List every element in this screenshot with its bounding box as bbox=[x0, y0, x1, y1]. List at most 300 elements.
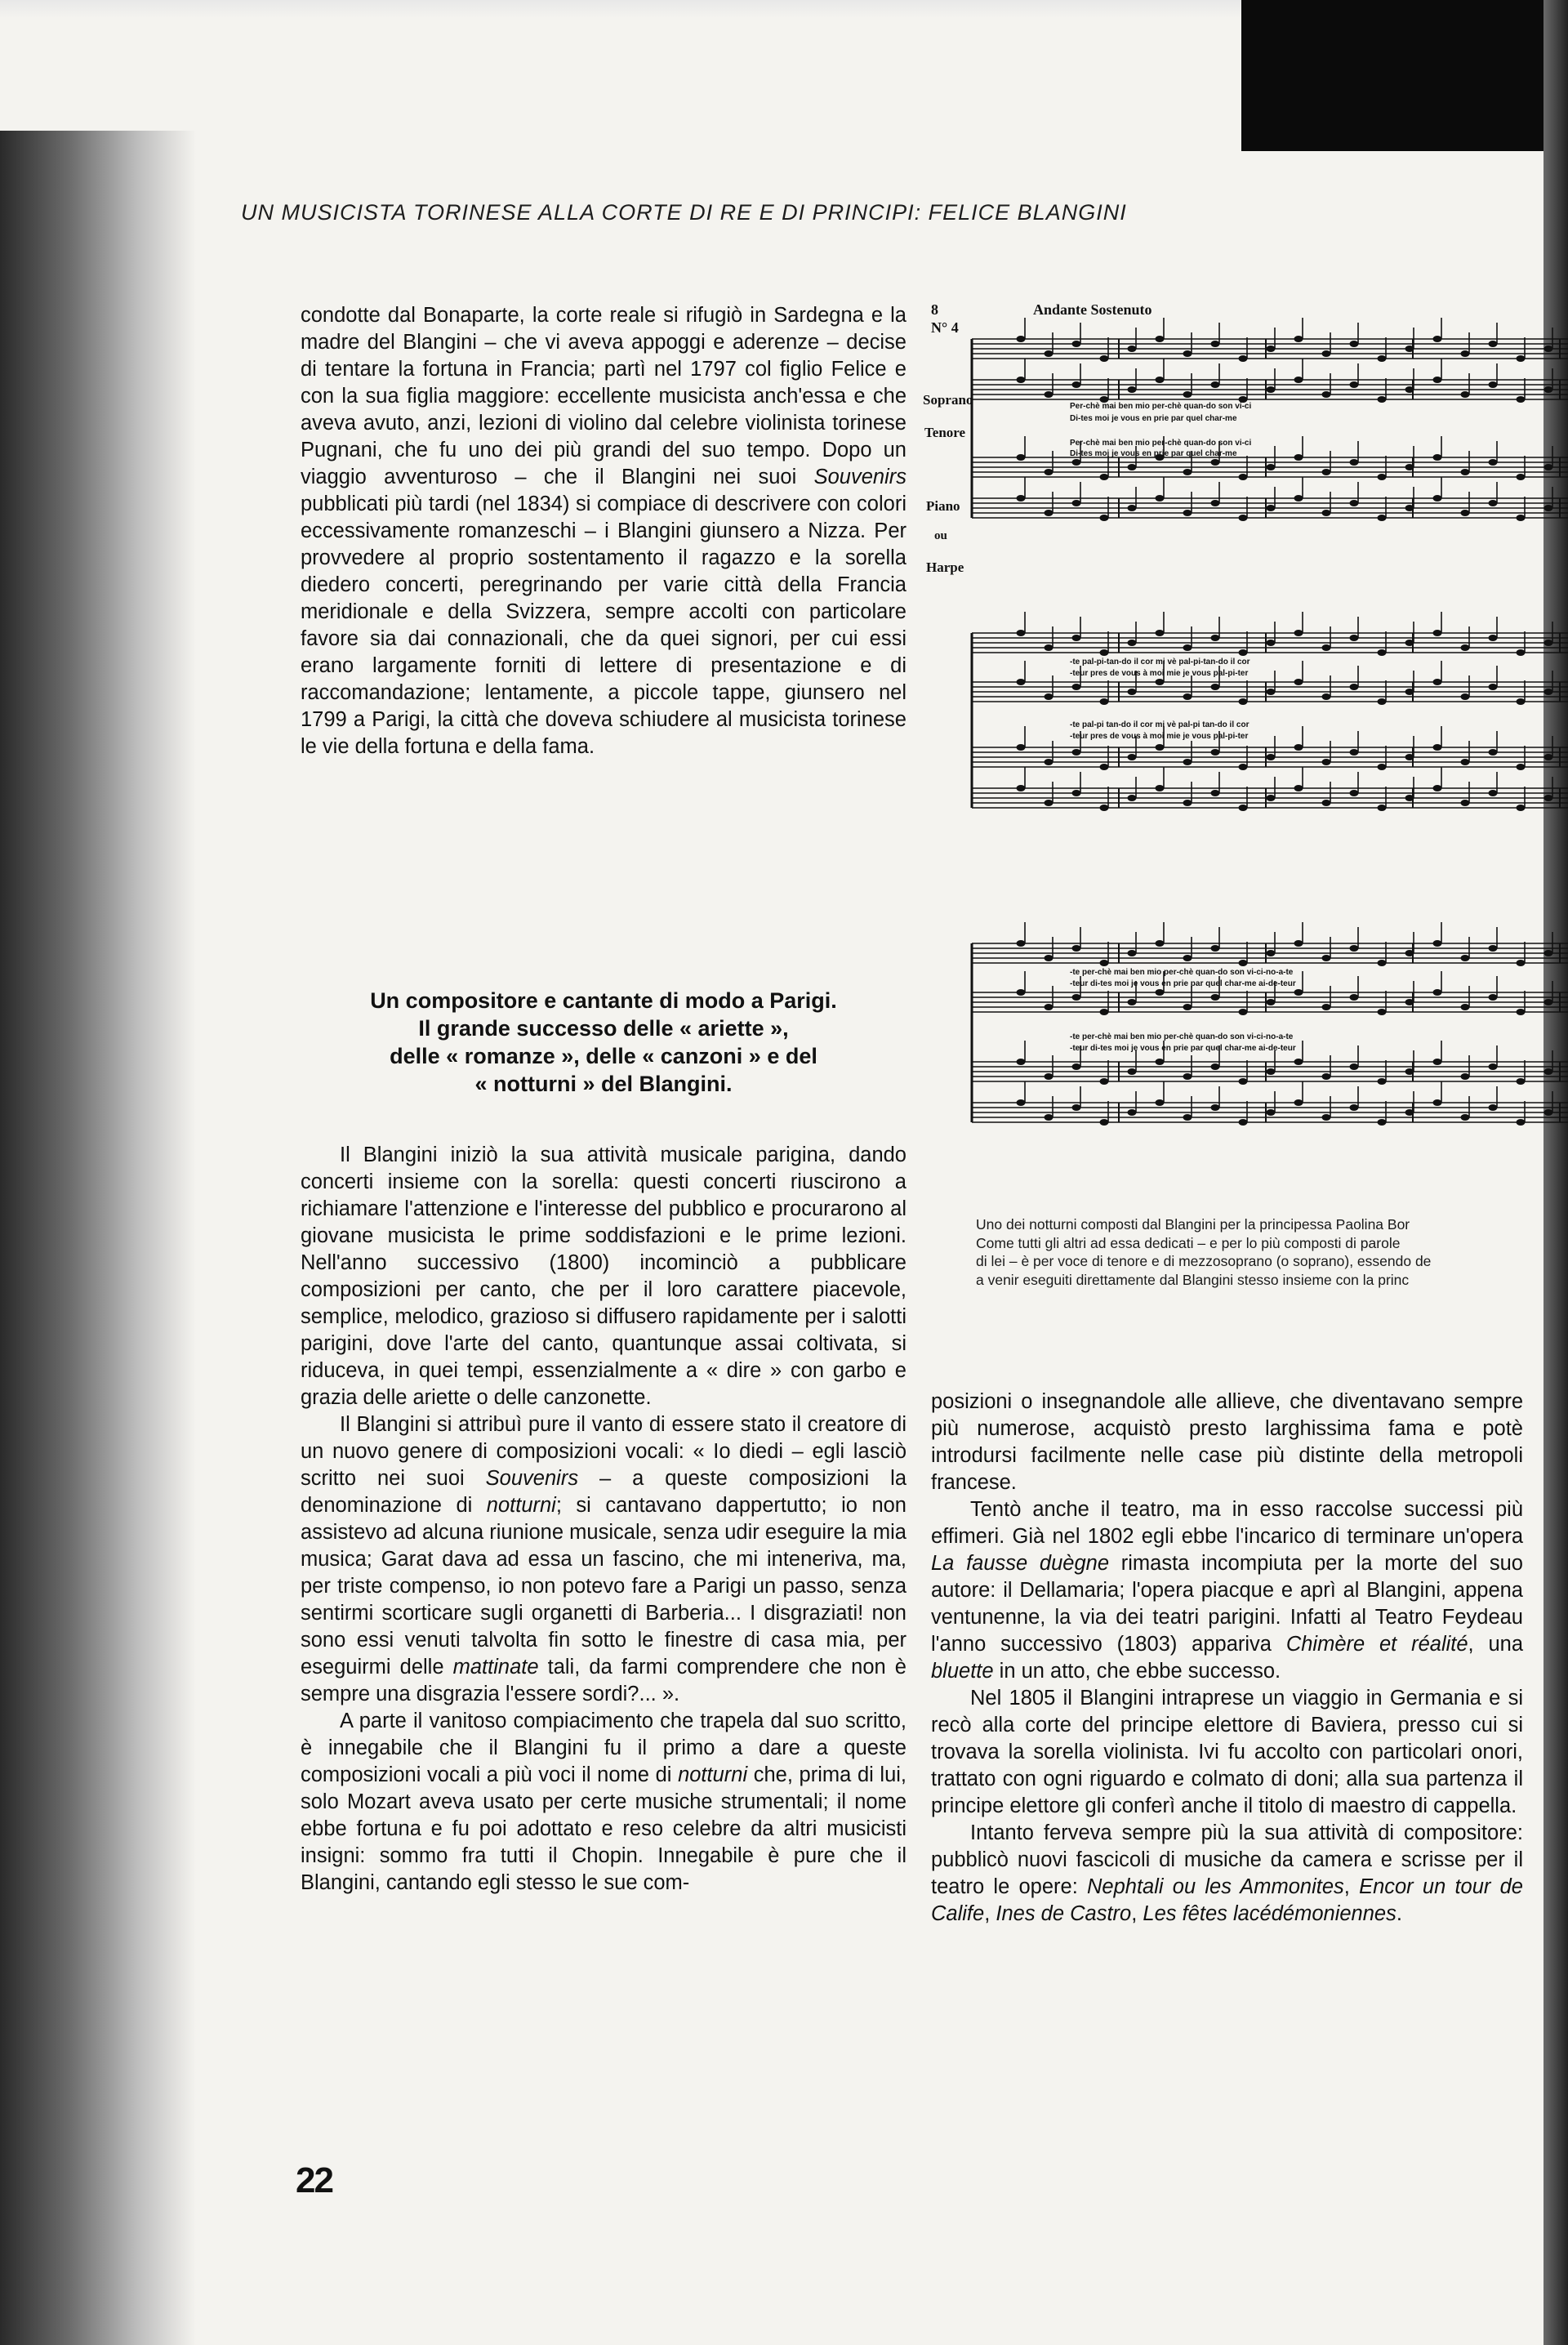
note-head bbox=[1156, 744, 1165, 751]
note-head bbox=[1350, 635, 1359, 641]
note-head bbox=[1489, 635, 1498, 641]
note-head bbox=[1544, 1068, 1553, 1075]
note-head bbox=[1239, 960, 1248, 966]
note-head bbox=[1461, 391, 1470, 398]
note-head bbox=[1544, 346, 1553, 352]
note-head bbox=[1350, 1104, 1359, 1111]
note-head bbox=[1544, 999, 1553, 1005]
note-head bbox=[1322, 693, 1331, 700]
note-head bbox=[1489, 1104, 1498, 1111]
note-head bbox=[1350, 994, 1359, 1001]
note-head bbox=[1461, 510, 1470, 516]
note-head bbox=[1294, 785, 1303, 791]
note-head bbox=[1239, 474, 1248, 480]
note-head bbox=[1017, 940, 1026, 947]
note-head bbox=[1239, 1078, 1248, 1085]
note-head bbox=[1517, 396, 1526, 403]
italic-run: notturni bbox=[486, 1494, 556, 1517]
note-head bbox=[1156, 630, 1165, 636]
note-head bbox=[1211, 684, 1220, 690]
note-head bbox=[1156, 495, 1165, 502]
note-head bbox=[1461, 644, 1470, 651]
music-score-figure bbox=[923, 290, 1568, 1188]
lyric-line: -teur di-tes moi je vous en prie par quel char-me ai-de-teur bbox=[1070, 979, 1296, 988]
note-head bbox=[1183, 693, 1192, 700]
note-head bbox=[1072, 945, 1081, 952]
note-head bbox=[1183, 800, 1192, 806]
note-head bbox=[1267, 689, 1276, 695]
lyric-line: -te per-chè mai ben mio per-chè quan-do son vi-ci-no-a-te bbox=[1070, 968, 1294, 977]
note-head bbox=[1294, 336, 1303, 342]
note-head bbox=[1378, 1078, 1387, 1085]
note-head bbox=[1128, 795, 1137, 801]
note-head bbox=[1072, 381, 1081, 388]
note-head bbox=[1322, 469, 1331, 475]
note-head bbox=[1378, 805, 1387, 811]
note-head bbox=[1211, 994, 1220, 1001]
note-head bbox=[1239, 698, 1248, 705]
note-head bbox=[1017, 679, 1026, 685]
note-head bbox=[1517, 355, 1526, 362]
note-head bbox=[1378, 474, 1387, 480]
italic-run: Les fêtes lacédémoniennes bbox=[1143, 1902, 1396, 1925]
note-head bbox=[1156, 989, 1165, 996]
text-run: posizioni o insegnandole alle allieve, che diventavano sempre più numerose, acquistò presto larghissima fama e potè introdursi facilmente nelle case più distinte della metropoli francese. bbox=[931, 1390, 1523, 1494]
note-head bbox=[1239, 515, 1248, 521]
text-run: , una bbox=[1468, 1633, 1524, 1656]
lyric-line: Di-tes moi je vous en prie par quel char-me bbox=[1070, 414, 1237, 423]
note-head bbox=[1267, 386, 1276, 393]
note-head bbox=[1100, 1009, 1109, 1015]
note-head bbox=[1322, 955, 1331, 961]
note-head bbox=[1156, 679, 1165, 685]
paragraph bbox=[301, 1411, 906, 1708]
note-head bbox=[1017, 1059, 1026, 1065]
note-head bbox=[1350, 790, 1359, 796]
note-head bbox=[1017, 744, 1026, 751]
note-head bbox=[1045, 510, 1054, 516]
note-head bbox=[1183, 1004, 1192, 1010]
note-head bbox=[1350, 341, 1359, 347]
note-head bbox=[1322, 800, 1331, 806]
note-head bbox=[1267, 464, 1276, 470]
note-head bbox=[1322, 510, 1331, 516]
note-head bbox=[1294, 377, 1303, 383]
note-head bbox=[1128, 1109, 1137, 1116]
text-run: in un atto, che ebbe successo. bbox=[993, 1660, 1281, 1683]
note-head bbox=[1072, 459, 1081, 466]
note-head bbox=[1433, 744, 1442, 751]
note-head bbox=[1183, 1073, 1192, 1080]
note-head bbox=[1045, 391, 1054, 398]
note-head bbox=[1350, 684, 1359, 690]
italic-run: Souvenirs bbox=[813, 466, 906, 488]
italic-run: Souvenirs bbox=[485, 1467, 579, 1490]
note-head bbox=[1100, 960, 1109, 966]
note-head bbox=[1128, 464, 1137, 470]
note-head bbox=[1183, 955, 1192, 961]
note-head bbox=[1267, 640, 1276, 646]
note-head bbox=[1433, 1059, 1442, 1065]
note-head bbox=[1433, 630, 1442, 636]
note-head bbox=[1378, 649, 1387, 656]
note-head bbox=[1072, 994, 1081, 1001]
note-head bbox=[1100, 649, 1109, 656]
italic-run: mattinate bbox=[452, 1656, 539, 1679]
note-head bbox=[1045, 1114, 1054, 1121]
note-head bbox=[1517, 698, 1526, 705]
note-head bbox=[1350, 500, 1359, 506]
note-head bbox=[1461, 469, 1470, 475]
text-run: Il Blangini si attribuì pure il vanto di essere stato il creatore di un nuovo genere di composizioni vocali: « Io diedi – egli lasciò scritto nei suoi bbox=[301, 1413, 906, 1490]
note-head bbox=[1017, 454, 1026, 461]
note-head bbox=[1322, 644, 1331, 651]
note-head bbox=[1100, 764, 1109, 770]
heading-line: Il grande successo delle « ariette », bbox=[418, 1016, 789, 1041]
score-no: N° 4 bbox=[931, 319, 959, 336]
text-run: Intanto ferveva sempre più la sua attività di compositore: pubblicò nuovi fascicoli di musiche da camera e scrisse per il teatro le opere: bbox=[931, 1821, 1523, 1898]
note-head bbox=[1239, 1009, 1248, 1015]
note-head bbox=[1100, 1078, 1109, 1085]
text-run: , bbox=[984, 1902, 996, 1925]
note-head bbox=[1045, 955, 1054, 961]
note-head bbox=[1350, 381, 1359, 388]
score-number: 8 bbox=[931, 301, 938, 318]
note-head bbox=[1489, 994, 1498, 1001]
note-head bbox=[1294, 989, 1303, 996]
note-head bbox=[1072, 635, 1081, 641]
note-head bbox=[1489, 684, 1498, 690]
note-head bbox=[1072, 1063, 1081, 1070]
note-head bbox=[1461, 955, 1470, 961]
note-head bbox=[1211, 635, 1220, 641]
note-head bbox=[1072, 749, 1081, 756]
note-head bbox=[1072, 684, 1081, 690]
book-spine-shadow bbox=[0, 131, 196, 2345]
note-head bbox=[1267, 754, 1276, 760]
note-head bbox=[1322, 391, 1331, 398]
lyric-line: -te pal-pi tan-do il cor mi vè pal-pi tan-do il cor bbox=[1070, 720, 1250, 729]
note-head bbox=[1239, 355, 1248, 362]
note-head bbox=[1461, 1004, 1470, 1010]
note-head bbox=[1433, 989, 1442, 996]
voice-label-soprano: Soprano bbox=[923, 392, 973, 408]
note-head bbox=[1267, 505, 1276, 511]
note-head bbox=[1017, 336, 1026, 342]
note-head bbox=[1017, 785, 1026, 791]
note-head bbox=[1045, 1073, 1054, 1080]
note-head bbox=[1517, 474, 1526, 480]
note-head bbox=[1045, 350, 1054, 357]
paragraph bbox=[301, 1142, 906, 1411]
note-head bbox=[1045, 1004, 1054, 1010]
text-run: . bbox=[1396, 1902, 1402, 1925]
note-head bbox=[1544, 386, 1553, 393]
italic-run: Nephtali ou les Ammonites bbox=[1087, 1875, 1344, 1898]
figure-caption bbox=[976, 1215, 1564, 1289]
paragraph bbox=[301, 302, 906, 760]
voice-label-tenore: Tenore bbox=[924, 425, 966, 440]
note-head bbox=[1100, 474, 1109, 480]
note-head bbox=[1461, 759, 1470, 765]
note-head bbox=[1517, 805, 1526, 811]
note-head bbox=[1378, 960, 1387, 966]
text-run: Tentò anche il teatro, ma in esso raccolse successi più effimeri. Già nel 1802 egli ebbe l'incarico di terminare un'opera bbox=[931, 1498, 1523, 1548]
note-head bbox=[1544, 1109, 1553, 1116]
note-head bbox=[1128, 505, 1137, 511]
note-head bbox=[1211, 500, 1220, 506]
note-head bbox=[1183, 644, 1192, 651]
note-head bbox=[1544, 754, 1553, 760]
note-head bbox=[1100, 805, 1109, 811]
lyric-line: Per-chè mai ben mio per-chè quan-do son vi-ci bbox=[1070, 402, 1252, 411]
note-head bbox=[1350, 945, 1359, 952]
note-head bbox=[1322, 1004, 1331, 1010]
note-head bbox=[1211, 1063, 1220, 1070]
note-head bbox=[1517, 1009, 1526, 1015]
note-head bbox=[1322, 350, 1331, 357]
note-head bbox=[1461, 1073, 1470, 1080]
note-head bbox=[1211, 749, 1220, 756]
note-head bbox=[1294, 679, 1303, 685]
note-head bbox=[1378, 1119, 1387, 1126]
note-head bbox=[1128, 950, 1137, 956]
note-head bbox=[1461, 693, 1470, 700]
note-head bbox=[1461, 800, 1470, 806]
note-head bbox=[1239, 805, 1248, 811]
note-head bbox=[1378, 1009, 1387, 1015]
text-run: ; si cantavano dappertutto; io non assistevo ad alcuna riunione musicale, senza udir eseguire la mia musica; Garat dava ad essa un fascino, che mi inteneriva, ma, per triste compenso, io non potevo fare a Parigi un passo, senza sentirmi scorticare sugli organetti di Barberia... I disgraziati! non sono essi venuti talvolta fin sotto le finestre di casa mia, per eseguirmi delle bbox=[301, 1494, 906, 1679]
italic-run: Ines de Castro bbox=[996, 1902, 1132, 1925]
note-head bbox=[1183, 350, 1192, 357]
note-head bbox=[1128, 640, 1137, 646]
italic-run: Encor un tour de Calife bbox=[931, 1875, 1523, 1925]
note-head bbox=[1350, 459, 1359, 466]
score-staves bbox=[972, 318, 1568, 1126]
text-run: rimasta incompiuta per la morte del suo autore: il Dellamaria; l'opera piacque e aprì al Blangini, appena ventunenne, la via dei teatri parigini. Infatti al Teatro Feydeau l'anno successivo (1803) appariva bbox=[931, 1552, 1523, 1656]
score-lyrics bbox=[1070, 402, 1296, 1053]
note-head bbox=[1294, 630, 1303, 636]
paragraph bbox=[301, 1708, 906, 1897]
caption-line: a venir eseguiti direttamente dal Blangini stesso insieme con la princ bbox=[976, 1271, 1410, 1288]
note-head bbox=[1100, 515, 1109, 521]
note-head bbox=[1294, 495, 1303, 502]
note-head bbox=[1239, 764, 1248, 770]
note-head bbox=[1156, 785, 1165, 791]
lyric-line: -te pal-pi-tan-do il cor mi vè pal-pi-tan-do il cor bbox=[1070, 658, 1250, 666]
note-head bbox=[1072, 790, 1081, 796]
voice-label-harpe: Harpe bbox=[926, 560, 964, 575]
caption-line: di lei – è per voce di tenore e di mezzosoprano (o soprano), essendo de bbox=[976, 1253, 1432, 1269]
note-head bbox=[1544, 950, 1553, 956]
note-head bbox=[1017, 989, 1026, 996]
note-head bbox=[1239, 1119, 1248, 1126]
heading-line: delle « romanze », delle « canzoni » e del bbox=[390, 1044, 817, 1068]
note-head bbox=[1294, 940, 1303, 947]
note-head bbox=[1378, 355, 1387, 362]
right-column bbox=[931, 1389, 1523, 1928]
text-run: , bbox=[1131, 1902, 1143, 1925]
note-head bbox=[1183, 1114, 1192, 1121]
note-head bbox=[1544, 640, 1553, 646]
note-head bbox=[1128, 754, 1137, 760]
note-head bbox=[1433, 495, 1442, 502]
left-column-section-2 bbox=[301, 1142, 906, 1897]
note-head bbox=[1156, 940, 1165, 947]
note-head bbox=[1517, 1078, 1526, 1085]
note-head bbox=[1017, 1099, 1026, 1106]
voice-label-piano: Piano bbox=[926, 498, 960, 514]
left-column-section-1 bbox=[301, 302, 906, 760]
note-head bbox=[1267, 950, 1276, 956]
note-head bbox=[1239, 649, 1248, 656]
note-head bbox=[1156, 336, 1165, 342]
note-head bbox=[1433, 679, 1442, 685]
italic-run: bluette bbox=[931, 1660, 994, 1683]
note-head bbox=[1045, 469, 1054, 475]
note-head bbox=[1156, 1099, 1165, 1106]
lyric-line: -te per-chè mai ben mio per-chè quan-do son vi-ci-no-a-te bbox=[1070, 1032, 1294, 1041]
note-head bbox=[1183, 759, 1192, 765]
note-head bbox=[1128, 1068, 1137, 1075]
note-head bbox=[1322, 759, 1331, 765]
lyric-line: Di-tes moi je vous en prie par quel char-me bbox=[1070, 449, 1237, 458]
note-head bbox=[1433, 454, 1442, 461]
note-head bbox=[1156, 377, 1165, 383]
note-head bbox=[1045, 800, 1054, 806]
note-head bbox=[1045, 693, 1054, 700]
lyric-line: Per-chè mai ben mio per-chè quan-do son vi-ci bbox=[1070, 439, 1252, 448]
note-head bbox=[1378, 396, 1387, 403]
paragraph bbox=[931, 1685, 1523, 1820]
note-head bbox=[1433, 377, 1442, 383]
note-head bbox=[1544, 795, 1553, 801]
running-head: UN MUSICISTA TORINESE ALLA CORTE DI RE E DI PRINCIPI: FELICE BLANGINI bbox=[241, 200, 1127, 225]
caption-line: Come tutti gli altri ad essa dedicati – e per lo più composti di parole bbox=[976, 1234, 1401, 1251]
text-run: Nel 1805 il Blangini intraprese un viaggio in Germania e si recò alla corte del principe elettore di Baviera, presso cui si trovava la sorella violinista. Ivi fu accolto con particolari onori, trattato con ogni riguardo e colmato di doni; alla sua partenza il principe elettore gli conferì anche il titolo di maestro di cappella. bbox=[931, 1687, 1523, 1817]
note-head bbox=[1211, 459, 1220, 466]
note-head bbox=[1017, 630, 1026, 636]
italic-run: notturni bbox=[678, 1763, 748, 1786]
heading-line: Un compositore e cantante di modo a Parigi. bbox=[370, 988, 837, 1013]
note-head bbox=[1072, 341, 1081, 347]
note-head bbox=[1544, 505, 1553, 511]
note-head bbox=[1433, 940, 1442, 947]
note-head bbox=[1544, 689, 1553, 695]
note-head bbox=[1544, 464, 1553, 470]
note-head bbox=[1183, 469, 1192, 475]
note-head bbox=[1322, 1114, 1331, 1121]
note-head bbox=[1461, 1114, 1470, 1121]
note-head bbox=[1517, 1119, 1526, 1126]
heading-line: « notturni » del Blangini. bbox=[474, 1072, 733, 1096]
note-head bbox=[1128, 999, 1137, 1005]
note-head bbox=[1183, 391, 1192, 398]
voice-label-ou: ou bbox=[934, 529, 947, 542]
note-head bbox=[1017, 495, 1026, 502]
lyric-line: -teur di-tes moi je vous en prie par quel char-me ai-de-teur bbox=[1070, 1044, 1296, 1053]
text-run: pubblicati più tardi (nel 1834) si compiace di descrivere con colori eccessivamente romanzeschi – i Blangini giunsero a Nizza. Per provvedere al proprio sostentamento il ragazzo e la sorella diedero concerti, peregrinando per varie città della Francia meridionale e della Svizzera, sempre accolti con particolare favore sia dai connazionali, che da quei signori, per cui essi erano largamente forniti di lettere di presentazione e di raccomandazione; lentamente, a piccole tappe, giunsero nel 1799 a Parigi, la città che doveva schiudere al musicista torinese le vie della fortuna e della fama. bbox=[301, 493, 906, 758]
note-head bbox=[1489, 459, 1498, 466]
lyric-line: -teur pres de vous à moi mie je vous pal-pi-ter bbox=[1070, 669, 1249, 678]
note-head bbox=[1350, 1063, 1359, 1070]
note-head bbox=[1294, 454, 1303, 461]
paragraph bbox=[931, 1820, 1523, 1928]
note-head bbox=[1517, 515, 1526, 521]
note-head bbox=[1517, 649, 1526, 656]
lyric-line: -teur pres de vous à moi mie je vous pal-pi-ter bbox=[1070, 732, 1249, 741]
note-head bbox=[1017, 377, 1026, 383]
note-head bbox=[1489, 381, 1498, 388]
note-head bbox=[1211, 945, 1220, 952]
note-head bbox=[1378, 764, 1387, 770]
note-head bbox=[1489, 790, 1498, 796]
section-heading bbox=[301, 987, 906, 1098]
paragraph bbox=[931, 1496, 1523, 1685]
note-head bbox=[1294, 1099, 1303, 1106]
paragraph bbox=[931, 1389, 1523, 1496]
note-head bbox=[1183, 510, 1192, 516]
note-head bbox=[1267, 1068, 1276, 1075]
note-head bbox=[1128, 689, 1137, 695]
scan-corner-shadow bbox=[1241, 0, 1568, 151]
note-head bbox=[1489, 945, 1498, 952]
note-head bbox=[1100, 355, 1109, 362]
note-head bbox=[1294, 1059, 1303, 1065]
note-head bbox=[1156, 1059, 1165, 1065]
note-head bbox=[1489, 1063, 1498, 1070]
note-head bbox=[1517, 960, 1526, 966]
note-head bbox=[1045, 644, 1054, 651]
note-head bbox=[1128, 346, 1137, 352]
note-head bbox=[1489, 500, 1498, 506]
note-head bbox=[1100, 1119, 1109, 1126]
note-head bbox=[1267, 999, 1276, 1005]
text-run: A parte il vanitoso compiacimento che trapela dal suo scritto, è innegabile che il Blangini fu il primo a dare a queste composizioni vocali a più voci il nome di bbox=[301, 1710, 906, 1786]
text-run: condotte dal Bonaparte, la corte reale si rifugiò in Sardegna e la madre del Blangini – che vi aveva appoggi e aderenze – decise di tentare la fortuna in Francia; partì nel 1797 col figlio Felice e con la sua figlia maggiore: eccellente musicista anch'essa e che aveva avuto, anzi, lezioni di violino dal celebre violinista torinese Pugnani, che fu uno dei più grandi del suo tempo. Dopo un viaggio avventuroso – che il Blangini nei suoi bbox=[301, 304, 906, 488]
note-head bbox=[1378, 698, 1387, 705]
note-head bbox=[1517, 764, 1526, 770]
note-head bbox=[1072, 500, 1081, 506]
text-run: che, prima di lui, solo Mozart aveva usato per certe musiche strumentali; il nome ebbe fortuna e fu poi adottato e reso celebre da altri musicisti insigni: sommo fra tutti il Chopin. Innegabile è pure che il Blangini, cantando egli stesso le sue com- bbox=[301, 1763, 906, 1894]
note-head bbox=[1267, 1109, 1276, 1116]
note-head bbox=[1433, 336, 1442, 342]
note-head bbox=[1211, 341, 1220, 347]
score-tempo: Andante Sostenuto bbox=[1033, 301, 1152, 318]
note-head bbox=[1045, 759, 1054, 765]
italic-run: La fausse duègne bbox=[931, 1552, 1110, 1575]
note-head bbox=[1489, 341, 1498, 347]
page-number: 22 bbox=[296, 2160, 332, 2200]
note-head bbox=[1072, 1104, 1081, 1111]
text-run: Il Blangini iniziò la sua attività musicale parigina, dando concerti insieme con la sorella: questi concerti riuscirono a richiamare l'attenzione e l'interesse del pubblico e procurarono al giovane musicista le prime soddisfazioni e le prime lezioni. Nell'anno successivo (1800) incominciò a pubblicare composizioni per canto, che per il loro carattere piacevole, semplice, melodico, grazioso si diffusero rapidamente per i salotti parigini, dove l'arte del canto, quantunque assai coltivata, si riduceva, in quei tempi, essenzialmente a « dire » con garbo e grazia delle ariette o delle canzonette. bbox=[301, 1144, 906, 1409]
italic-run: Chimère et réalité bbox=[1285, 1633, 1468, 1656]
text-run: tali, da farmi comprendere che non è sempre una disgrazia l'essere sordi?... ». bbox=[301, 1656, 906, 1705]
note-head bbox=[1378, 515, 1387, 521]
note-head bbox=[1211, 1104, 1220, 1111]
note-head bbox=[1350, 749, 1359, 756]
note-head bbox=[1433, 1099, 1442, 1106]
note-head bbox=[1461, 350, 1470, 357]
note-head bbox=[1267, 795, 1276, 801]
caption-line: Uno dei notturni composti dal Blangini per la principessa Paolina Bor bbox=[976, 1216, 1410, 1233]
note-head bbox=[1211, 381, 1220, 388]
note-head bbox=[1433, 785, 1442, 791]
note-head bbox=[1294, 744, 1303, 751]
note-head bbox=[1100, 698, 1109, 705]
text-run: , bbox=[1343, 1875, 1360, 1898]
note-head bbox=[1211, 790, 1220, 796]
